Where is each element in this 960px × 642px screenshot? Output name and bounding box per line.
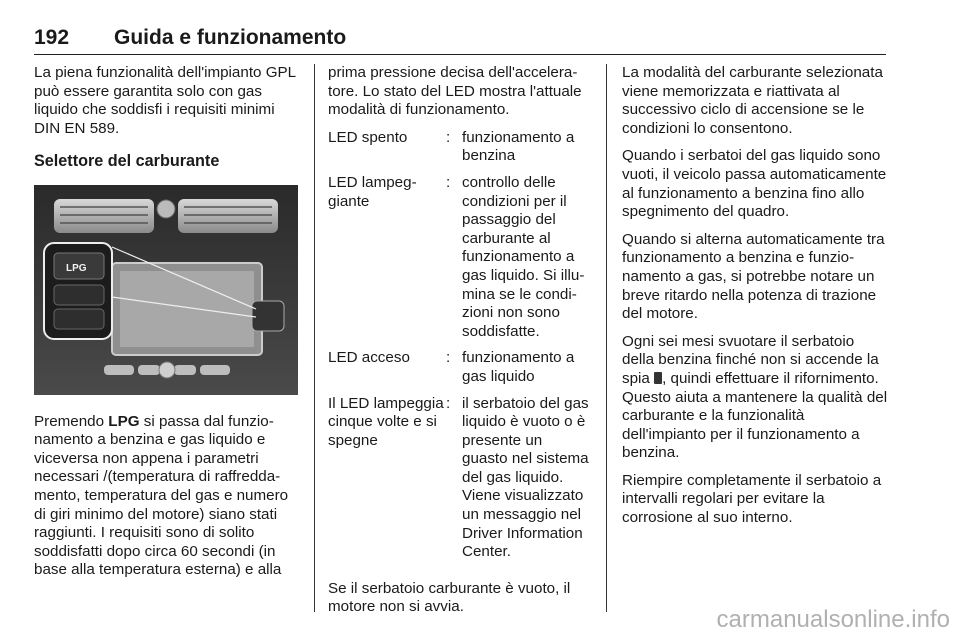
- page-header: [34, 24, 886, 55]
- table-row: [328, 174, 590, 349]
- lpg-bold-label: LPG: [108, 412, 140, 430]
- table-row: [328, 395, 590, 570]
- watermark: carmanualsonline.info: [716, 606, 950, 633]
- column-divider-1: [314, 64, 315, 612]
- led-state-label: LED lampeggiante: [328, 173, 417, 210]
- led-state-label: Il LED lampeggia cinque volte e si spegne: [328, 394, 444, 449]
- paragraph-auto-switch: Quando i serbatoi del gas liquido sono vuoti, il veicolo passa automaticamente al funzionamento a benzina fino allo spegnimento del quadro.: [622, 147, 887, 221]
- intro-paragraph: La piena funzionalità dell'impianto GPL può essere garantita solo con gas liquido che soddisfi i requisiti minimi DIN EN 589.: [34, 64, 296, 137]
- led-status-table: [328, 129, 590, 570]
- led-state-description: funzionamento a gas liquido: [462, 349, 575, 385]
- led-state-label: LED acceso: [328, 349, 410, 367]
- paragraph-six-months: Ogni sei mesi svuotare il serbatoio della benzina finché non si accende la spia , quindi effettuare il rifornimento. Questo aiuta a mantenere la qualità del carburante e la funzionalità dell'impianto per il funzionamento a benzina.: [622, 332, 888, 462]
- led-state-description: funzionamento a benzina: [462, 128, 575, 165]
- lpg-paragraph: Premendo LPG si passa dal funzionamento a benzina e gas liquido e viceversa non appena i parametri necessari /(temperatura di raffreddamento, temperatura del gas e numero di giri minimo del motore) siano stati raggiunti. I requisiti sono di solito soddisfatti dopo circa 60 secondi (in base alla temperatura esterna) e alla: [34, 412, 289, 579]
- page-title: Guida e funzionamento: [114, 26, 347, 49]
- paragraph-refill: Riempire completamente il serbatoio a intervalli regolari per evitare la corrosione al suo interno.: [622, 471, 882, 527]
- continuation-paragraph: prima pressione decisa dell'acceleratore. Lo stato del LED mostra l'attuale modalità di funzionamento.: [328, 64, 582, 119]
- column-left: [34, 64, 300, 589]
- led-state-description: il serbatoio del gas liquido è vuoto o è presente un guasto nel sistema del gas liquido. Viene visualizzato un messaggio nel Driver Information Center.: [462, 394, 589, 561]
- paragraph-memory: La modalità del carburante selezionata viene memorizzata e riattivata al successivo ciclo di accensione se le condizioni lo consentono.: [622, 64, 883, 137]
- led-state-label: LED spento: [328, 128, 408, 146]
- fuel-selector-photo: [34, 185, 298, 395]
- led-state-description: controllo delle condizioni per il passaggio del carburante al funzionamento a gas liquido. Si illumina se le condizioni non sono soddisfatte.: [462, 173, 585, 340]
- table-row: [328, 129, 590, 174]
- lpg-button-label: LPG: [66, 262, 87, 274]
- column-middle: [328, 64, 590, 626]
- table-row: [328, 349, 590, 394]
- page-number: 192: [34, 26, 70, 49]
- separator: :: [446, 173, 451, 191]
- section-heading: Selettore del carburante: [34, 152, 220, 171]
- separator: :: [446, 128, 451, 146]
- empty-tank-paragraph: Se il serbatoio carburante è vuoto, il motore non si avvia.: [328, 579, 571, 616]
- separator: :: [446, 394, 451, 412]
- column-right: [622, 64, 888, 537]
- paragraph-delay: Quando si alterna automaticamente tra funzionamento a benzina e funzionamento a gas, si potrebbe notare un breve ritardo nella potenza di trazione del motore.: [622, 230, 885, 323]
- column-divider-2: [606, 64, 607, 612]
- separator: :: [446, 349, 451, 367]
- fuel-pump-icon: [654, 372, 662, 384]
